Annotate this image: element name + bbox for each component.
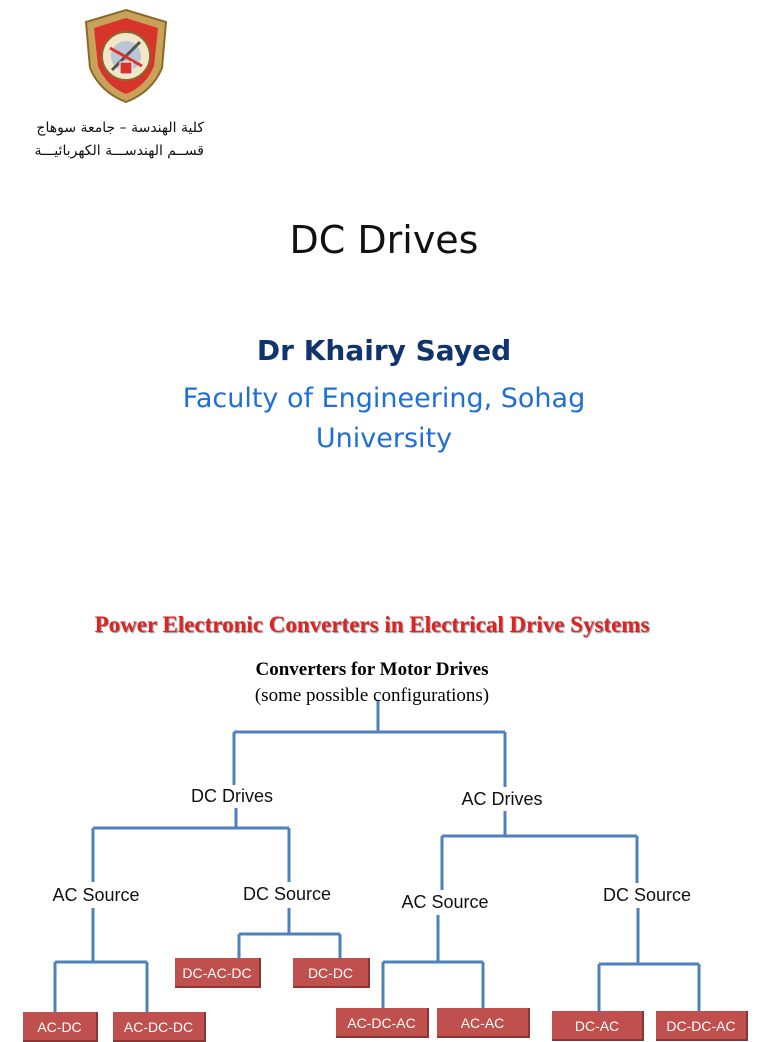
ac-drives-node: AC Drives: [461, 789, 543, 809]
faculty-arabic-name: كلية الهندسة – جامعة سوهاج: [36, 120, 204, 136]
leaf-dc-ac: DC-AC: [552, 1011, 644, 1041]
dc-drives-node: DC Drives: [190, 786, 274, 806]
ac-drives-ac-source-node: AC Source: [401, 892, 489, 912]
dc-drives-dc-source-node: DC Source: [242, 884, 332, 904]
leaf-ac-dc-ac: AC-DC-AC: [336, 1008, 429, 1038]
affiliation-line-1: Faculty of Engineering, Sohag: [182, 383, 586, 414]
leaf-dc-dc-ac: DC-DC-AC: [656, 1011, 748, 1041]
ac-drives-dc-source-node: DC Source: [602, 885, 692, 905]
leaf-ac-dc: AC-DC: [23, 1012, 98, 1042]
author-name: Dr Khairy Sayed: [256, 334, 512, 367]
diagram-heading: Power Electronic Converters in Electrical Drive Systems: [94, 612, 650, 637]
page-title: DC Drives: [289, 218, 479, 262]
leaf-dc-ac-dc: DC-AC-DC: [175, 958, 261, 988]
leaf-ac-dc-dc: AC-DC-DC: [113, 1012, 206, 1042]
diagram-subtitle: Converters for Motor Drives: [255, 659, 489, 680]
leaf-dc-dc: DC-DC: [293, 958, 370, 988]
dc-drives-ac-source-node: AC Source: [52, 885, 140, 905]
leaf-ac-ac: AC-AC: [437, 1008, 530, 1038]
affiliation-line-2: University: [315, 423, 453, 454]
diagram-note: (some possible configurations): [254, 685, 490, 706]
department-arabic-name: قســم الهندســـة الكهربائيـــة: [34, 143, 204, 159]
